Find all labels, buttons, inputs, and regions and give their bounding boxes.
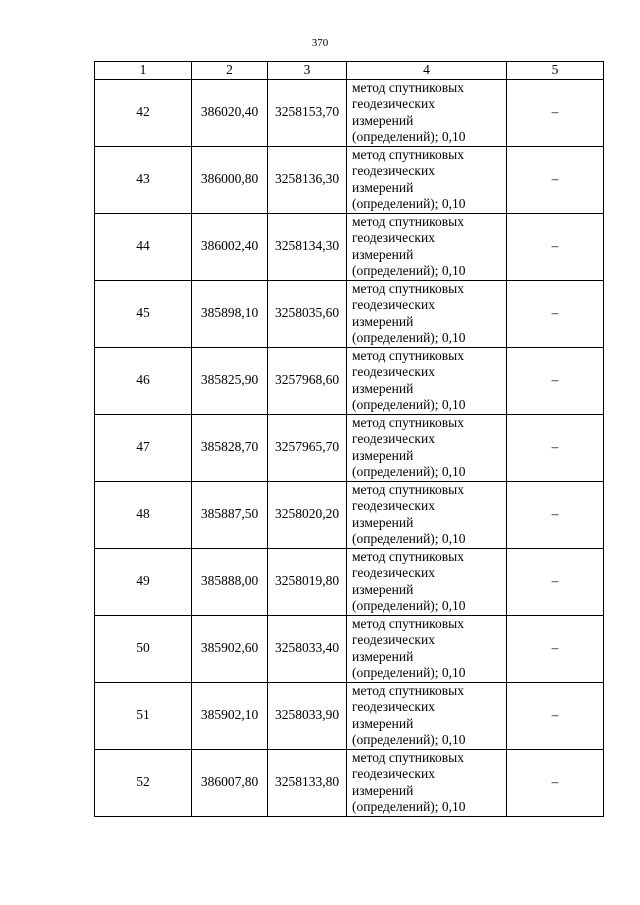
note-cell: –: [507, 749, 604, 816]
point-number-cell: 48: [95, 481, 192, 548]
y-coordinate-cell: 3258133,80: [268, 749, 347, 816]
table-body: [95, 79, 604, 816]
table-row: [95, 481, 604, 548]
x-coordinate-cell: 385828,70: [192, 414, 268, 481]
x-coordinate-cell: 386000,80: [192, 146, 268, 213]
method-text-line: геодезических: [352, 230, 435, 245]
table-row: [95, 347, 604, 414]
x-coordinate-cell: 385902,10: [192, 682, 268, 749]
method-text-line: (определений); 0,10: [352, 799, 466, 814]
y-coordinate-cell: 3258134,30: [268, 213, 347, 280]
column-header-5: 5: [507, 62, 604, 80]
point-number-cell: 43: [95, 146, 192, 213]
x-coordinate-cell: 385825,90: [192, 347, 268, 414]
method-cell: [347, 414, 507, 481]
method-cell: [347, 347, 507, 414]
table-row: [95, 749, 604, 816]
point-number-cell: 51: [95, 682, 192, 749]
x-coordinate-cell: 385898,10: [192, 280, 268, 347]
note-cell: –: [507, 481, 604, 548]
table-row: [95, 146, 604, 213]
method-text-line: измерений: [352, 313, 414, 329]
method-text-line: (определений); 0,10: [352, 598, 466, 613]
x-coordinate-cell: 386002,40: [192, 213, 268, 280]
y-coordinate-cell: 3258153,70: [268, 79, 347, 146]
point-number-cell: 47: [95, 414, 192, 481]
method-text-line: измерений: [352, 246, 414, 262]
method-text-line: метод спутниковых: [352, 682, 464, 698]
table-row: [95, 213, 604, 280]
y-coordinate-cell: 3258020,20: [268, 481, 347, 548]
note-cell: –: [507, 213, 604, 280]
method-text-line: (определений); 0,10: [352, 129, 466, 144]
note-cell: –: [507, 146, 604, 213]
point-number-cell: 45: [95, 280, 192, 347]
method-text-line: (определений); 0,10: [352, 464, 466, 479]
note-cell: –: [507, 615, 604, 682]
method-text-line: геодезических: [352, 297, 435, 312]
method-text-line: измерений: [352, 112, 414, 128]
method-text-line: метод спутниковых: [352, 280, 464, 296]
column-header-3: 3: [268, 62, 347, 80]
note-cell: –: [507, 414, 604, 481]
method-text-line: измерений: [352, 581, 414, 597]
method-text-line: метод спутниковых: [352, 347, 464, 363]
y-coordinate-cell: 3258033,40: [268, 615, 347, 682]
method-cell: [347, 79, 507, 146]
page-number: 370: [311, 37, 329, 49]
y-coordinate-cell: 3257965,70: [268, 414, 347, 481]
method-text-line: метод спутниковых: [352, 481, 464, 497]
note-cell: –: [507, 682, 604, 749]
x-coordinate-cell: 386007,80: [192, 749, 268, 816]
note-cell: –: [507, 280, 604, 347]
x-coordinate-cell: 385902,60: [192, 615, 268, 682]
method-text-line: геодезических: [352, 632, 435, 647]
method-text-line: измерений: [352, 782, 414, 798]
method-text-line: геодезических: [352, 364, 435, 379]
point-number-cell: 44: [95, 213, 192, 280]
method-text-line: метод спутниковых: [352, 79, 464, 95]
table-row: [95, 548, 604, 615]
method-text-line: (определений); 0,10: [352, 263, 466, 278]
point-number-cell: 49: [95, 548, 192, 615]
note-cell: –: [507, 548, 604, 615]
method-cell: [347, 213, 507, 280]
method-text-line: геодезических: [352, 96, 435, 111]
y-coordinate-cell: 3258136,30: [268, 146, 347, 213]
x-coordinate-cell: 385887,50: [192, 481, 268, 548]
method-cell: [347, 615, 507, 682]
method-text-line: геодезических: [352, 163, 435, 178]
method-text-line: измерений: [352, 648, 414, 664]
table-row: [95, 280, 604, 347]
note-cell: –: [507, 347, 604, 414]
method-text-line: измерений: [352, 447, 414, 463]
y-coordinate-cell: 3258019,80: [268, 548, 347, 615]
method-text-line: измерений: [352, 179, 414, 195]
table-row: [95, 414, 604, 481]
table-row: [95, 79, 604, 146]
method-cell: [347, 481, 507, 548]
point-number-cell: 46: [95, 347, 192, 414]
method-text-line: геодезических: [352, 565, 435, 580]
method-text-line: метод спутниковых: [352, 414, 464, 430]
coordinates-table: [94, 61, 604, 817]
method-text-line: (определений); 0,10: [352, 196, 466, 211]
method-text-line: (определений); 0,10: [352, 732, 466, 747]
method-text-line: метод спутниковых: [352, 749, 464, 765]
method-text-line: метод спутниковых: [352, 146, 464, 162]
method-cell: [347, 280, 507, 347]
method-cell: [347, 146, 507, 213]
table-header-row: [95, 62, 604, 80]
note-cell: –: [507, 79, 604, 146]
method-text-line: геодезических: [352, 498, 435, 513]
point-number-cell: 42: [95, 79, 192, 146]
method-text-line: геодезических: [352, 431, 435, 446]
method-text-line: метод спутниковых: [352, 213, 464, 229]
method-cell: [347, 749, 507, 816]
method-text-line: (определений); 0,10: [352, 665, 466, 680]
method-text-line: (определений); 0,10: [352, 330, 466, 345]
y-coordinate-cell: 3257968,60: [268, 347, 347, 414]
method-text-line: геодезических: [352, 766, 435, 781]
table-row: [95, 615, 604, 682]
table-row: [95, 682, 604, 749]
method-text-line: метод спутниковых: [352, 615, 464, 631]
method-text-line: геодезических: [352, 699, 435, 714]
x-coordinate-cell: 386020,40: [192, 79, 268, 146]
method-text-line: измерений: [352, 514, 414, 530]
y-coordinate-cell: 3258033,90: [268, 682, 347, 749]
x-coordinate-cell: 385888,00: [192, 548, 268, 615]
y-coordinate-cell: 3258035,60: [268, 280, 347, 347]
method-text-line: метод спутниковых: [352, 548, 464, 564]
method-text-line: (определений); 0,10: [352, 531, 466, 546]
method-text-line: (определений); 0,10: [352, 397, 466, 412]
column-header-4: 4: [347, 62, 507, 80]
point-number-cell: 52: [95, 749, 192, 816]
method-text-line: измерений: [352, 380, 414, 396]
column-header-1: 1: [95, 62, 192, 80]
method-text-line: измерений: [352, 715, 414, 731]
method-cell: [347, 682, 507, 749]
point-number-cell: 50: [95, 615, 192, 682]
column-header-2: 2: [192, 62, 268, 80]
method-cell: [347, 548, 507, 615]
